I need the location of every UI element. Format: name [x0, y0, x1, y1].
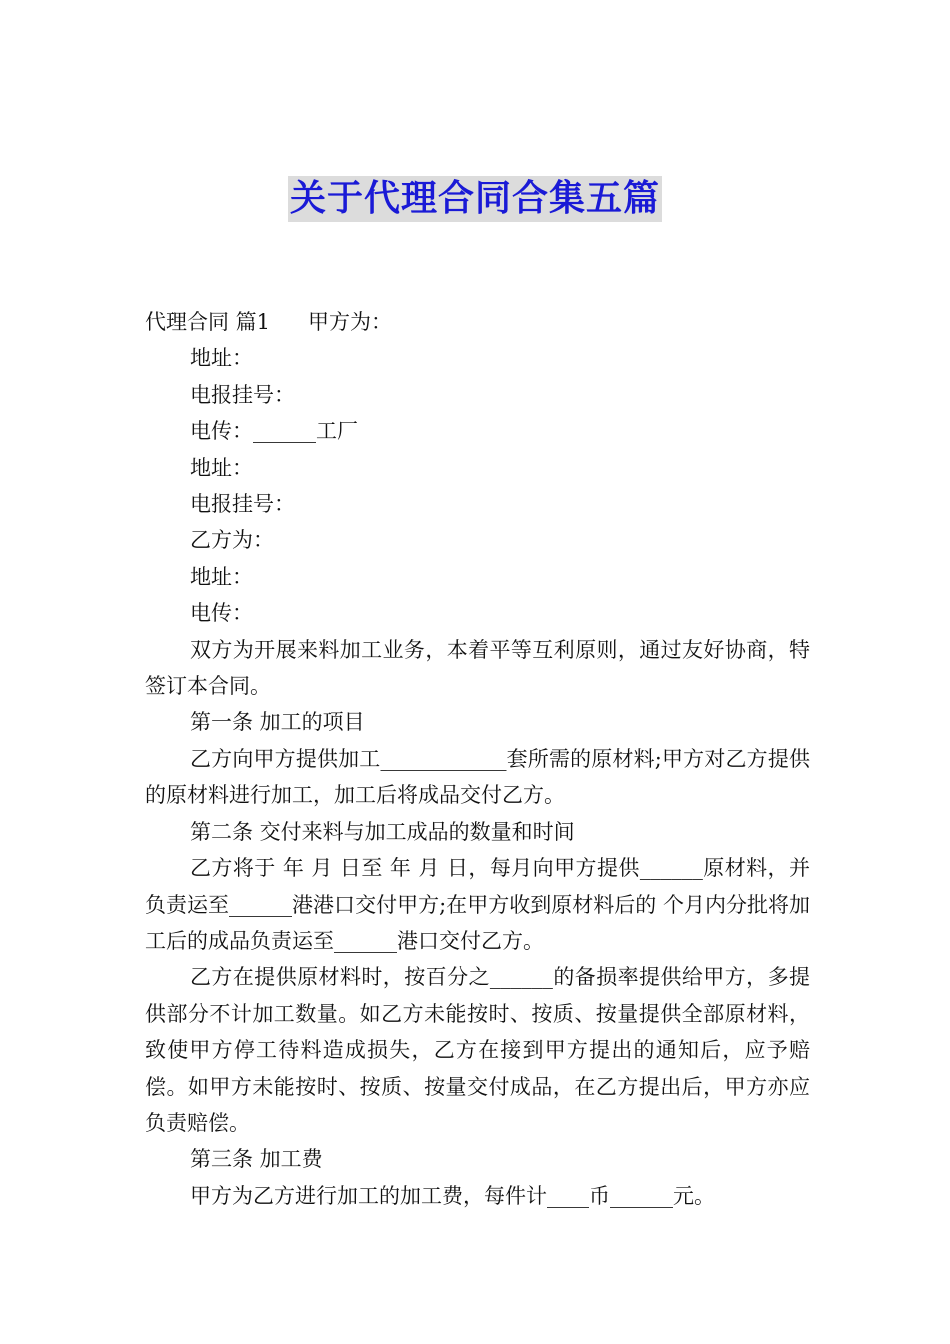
address-line: 地址：: [190, 455, 253, 480]
article-1-heading: 第一条 加工的项目: [190, 710, 365, 735]
title-container: [0, 176, 950, 222]
article-2-heading: 第二条 交付来料与加工成品的数量和时间: [190, 819, 575, 844]
article-1-paragraph: 乙方向甲方提供加工____________套所需的原材料;甲方对乙方提供的原材料进行加工，加工后将成品交付乙方。: [145, 746, 810, 808]
party-b-label: 乙方为：: [190, 528, 274, 553]
article-3-paragraph: 甲方为乙方进行加工的加工费，每件计____币______元。: [190, 1183, 715, 1208]
document-title: 关于代理合同合集五篇: [288, 176, 662, 222]
party-a-label: 甲方为：: [308, 310, 393, 334]
address-line: 地址：: [190, 564, 253, 589]
article-2-paragraph: 乙方将于 年 月 日至 年 月 日，每月向甲方提供______原材料，并负责运至______港港口交付甲方;在甲方收到原材料后的 个月内分批将加工后的成品负责运至______港口交付乙方。: [145, 856, 810, 953]
document-body: [145, 304, 810, 1214]
article-3-heading: 第三条 加工费: [190, 1147, 323, 1172]
address-line: 地址：: [190, 346, 253, 371]
intro-paragraph: 双方为开展来料加工业务，本着平等互利原则，通过友好协商，特签订本合同。: [145, 637, 810, 699]
telex-factory-line: 电传：______工厂: [190, 419, 358, 444]
first-line: [145, 304, 810, 340]
article-2-paragraph-2: 乙方在提供原材料时，按百分之______的备损率提供给甲方，多提供部分不计加工数量。如乙方未能按时、按质、按量提供全部原材料，致使甲方停工待料造成损失，乙方在接到甲方提出的通知后，应予赔偿。如甲方未能按时、按质、按量交付成品，在乙方提出后，甲方亦应负责赔偿。: [145, 965, 810, 1135]
telegraph-line: 电报挂号：: [190, 492, 295, 517]
section-heading: 代理合同 篇1: [145, 310, 271, 334]
telex-line: 电传：: [190, 601, 253, 626]
telegraph-line: 电报挂号：: [190, 382, 295, 407]
